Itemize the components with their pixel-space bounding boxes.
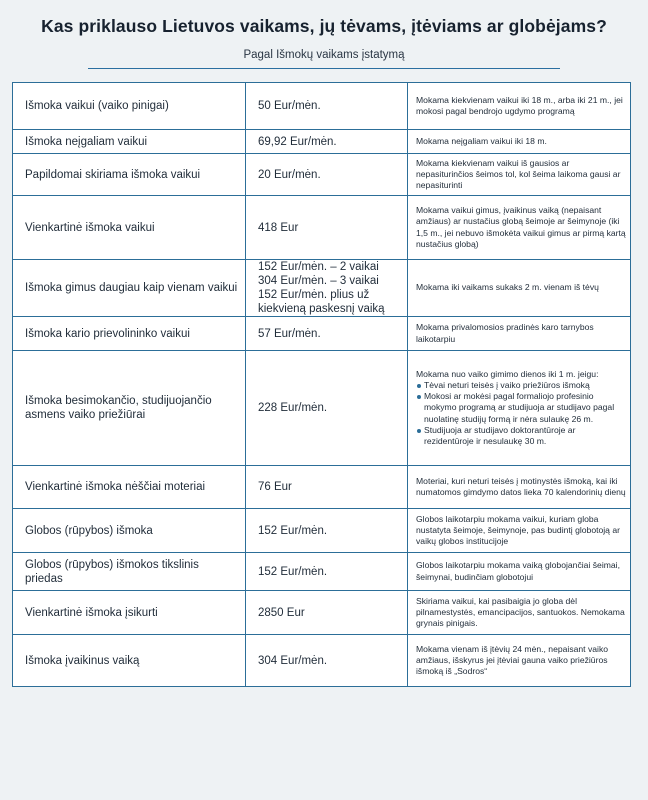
table-row xyxy=(13,466,631,509)
description-text: Mokama neįgaliam vaikui iki 18 m. xyxy=(416,135,547,146)
table-row xyxy=(13,317,631,351)
amount-line: 152 Eur/mėn. – 2 vaikai xyxy=(258,261,379,273)
benefit-name: Vienkartinė išmoka įsikurti xyxy=(13,591,246,635)
condition-item: Tėvai neturi teisės į vaiko priežiūros išmoką xyxy=(416,380,626,391)
amount-line: 304 Eur/mėn. xyxy=(258,654,328,667)
benefit-amount xyxy=(246,317,408,351)
benefit-amount xyxy=(246,83,408,130)
benefit-amount xyxy=(246,591,408,635)
benefit-name: Išmoka įvaikinus vaiką xyxy=(13,635,246,687)
description-text: Mokama vienam iš įtėvių 24 mėn., nepaisant vaiko amžiaus, išskyrus jei įtėviai gauna vaiko priežiūros išmoką iš „Sodros“ xyxy=(416,643,609,677)
benefit-name: Išmoka kario prievolininko vaikui xyxy=(13,317,246,351)
amount-line: 228 Eur/mėn. xyxy=(258,402,328,414)
amount-line: 152 Eur/mėn. xyxy=(258,524,328,537)
benefit-amount xyxy=(246,130,408,154)
benefit-name: Išmoka besimokančio, studijuojančio asmens vaiko priežiūrai xyxy=(13,351,246,466)
description-text: Mokama privalomosios pradinės karo tarnybos laikotarpiu xyxy=(416,322,594,344)
benefit-name: Vienkartinė išmoka vaikui xyxy=(13,196,246,260)
benefit-description xyxy=(408,553,631,591)
benefit-amount xyxy=(246,351,408,466)
benefit-description xyxy=(408,260,631,317)
benefit-description xyxy=(408,635,631,687)
amount-line: 69,92 Eur/mėn. xyxy=(258,135,337,148)
amount-line: 57 Eur/mėn. xyxy=(258,327,321,340)
table-row xyxy=(13,83,631,130)
amount-line: 76 Eur xyxy=(258,481,292,493)
benefit-amount xyxy=(246,196,408,260)
benefit-name: Globos (rūpybos) išmoka xyxy=(13,509,246,553)
description-text: Mokama vaikui gimus, įvaikinus vaiką (nepaisant amžiaus) ar nustačius globą šeimoje ar šeimynoje (iki 1,5 m., jei nebuvo išmokėta vaikui gimus ar pirmą kartą nustačius globą) xyxy=(416,205,626,249)
amount-line: 50 Eur/mėn. xyxy=(258,100,321,112)
benefit-amount xyxy=(246,154,408,196)
benefit-name: Išmoka vaikui (vaiko pinigai) xyxy=(13,83,246,130)
table-row xyxy=(13,154,631,196)
amount-line: 418 Eur xyxy=(258,221,299,234)
description-text: Mokama kiekvienam vaikui iš gausios ar nepasiturinčios šeimos tol, kol šeima laikoma gausi ar nepasiturinti xyxy=(416,157,621,191)
amount-line: 152 Eur/mėn. xyxy=(258,565,328,578)
benefit-amount xyxy=(246,466,408,509)
benefit-name: Išmoka gimus daugiau kaip vienam vaikui xyxy=(13,260,246,317)
table-row xyxy=(13,351,631,466)
condition-list xyxy=(416,380,626,447)
amount-line: 152 Eur/mėn. plius už kiekvieną paskesnį vaiką xyxy=(258,289,385,315)
table-row xyxy=(13,591,631,635)
benefits-table xyxy=(12,82,631,687)
benefit-amount xyxy=(246,260,408,317)
amount-line: 2850 Eur xyxy=(258,606,305,619)
benefit-amount xyxy=(246,635,408,687)
benefit-name: Papildomai skiriama išmoka vaikui xyxy=(13,154,246,196)
description-text: Globos laikotarpiu mokama vaikui, kuriam globa nustatyta šeimoje, šeimynoje, pas budintį globotoją ar vaikų globos institucijoje xyxy=(416,513,620,547)
amount-line: 20 Eur/mėn. xyxy=(258,168,321,181)
table-row xyxy=(13,635,631,687)
amount-line: 304 Eur/mėn. – 3 vaikai xyxy=(258,275,379,287)
benefit-description xyxy=(408,317,631,351)
benefit-description xyxy=(408,509,631,553)
page-subtitle: Pagal Išmokų vaikams įstatymą xyxy=(243,49,405,61)
benefit-description xyxy=(408,196,631,260)
description-text: Moteriai, kuri neturi teisės į motinystės išmoką, kai iki numatomos gimdymo datos lieka 70 kalendorinių dienų xyxy=(416,475,626,497)
benefit-name: Vienkartinė išmoka nėščiai moteriai xyxy=(13,466,246,509)
benefit-amount xyxy=(246,509,408,553)
table-row xyxy=(13,509,631,553)
benefit-description xyxy=(408,591,631,635)
table-row xyxy=(13,130,631,154)
benefit-name: Išmoka neįgaliam vaikui xyxy=(13,130,246,154)
benefit-description xyxy=(408,466,631,509)
table-row xyxy=(13,196,631,260)
benefit-name: Globos (rūpybos) išmokos tikslinis priedas xyxy=(13,553,246,591)
table-row xyxy=(13,553,631,591)
condition-item: Studijuoja ar studijavo doktorantūroje ar rezidentūroje ir nesulaukę 30 m. xyxy=(416,425,626,447)
benefit-description xyxy=(408,83,631,130)
benefit-description xyxy=(408,154,631,196)
page-title: Kas priklauso Lietuvos vaikams, jų tėvams, įtėviams ar globėjams? xyxy=(41,16,607,36)
description-text: Skiriama vaikui, kai pasibaigia jo globa dėl pilnamestystės, emancipacijos, santuokos. Nemokama grynais pinigais. xyxy=(416,595,625,629)
table-row xyxy=(13,260,631,317)
benefit-description xyxy=(408,351,631,466)
benefit-amount xyxy=(246,553,408,591)
description-text: Globos laikotarpiu mokama vaiką globojančiai šeimai, šeimynai, budinčiam globotojui xyxy=(416,560,620,582)
description-text: Mokama kiekvienam vaikui iki 18 m., arba iki 21 m., jei mokosi pagal bendrojo ugdymo programą xyxy=(416,94,623,116)
benefit-description xyxy=(408,130,631,154)
description-text: Mokama iki vaikams sukaks 2 m. vienam iš tėvų xyxy=(416,282,599,293)
description-text: Mokama nuo vaiko gimimo dienos iki 1 m. jeigu: xyxy=(416,368,599,379)
condition-item: Mokosi ar mokėsi pagal formaliojo profesinio mokymo programą ar studijuoja ar studijavo pagal nuolatinę studijų formą ir nėra sulaukę 26 m. xyxy=(416,391,626,425)
subtitle-underline xyxy=(88,68,560,69)
